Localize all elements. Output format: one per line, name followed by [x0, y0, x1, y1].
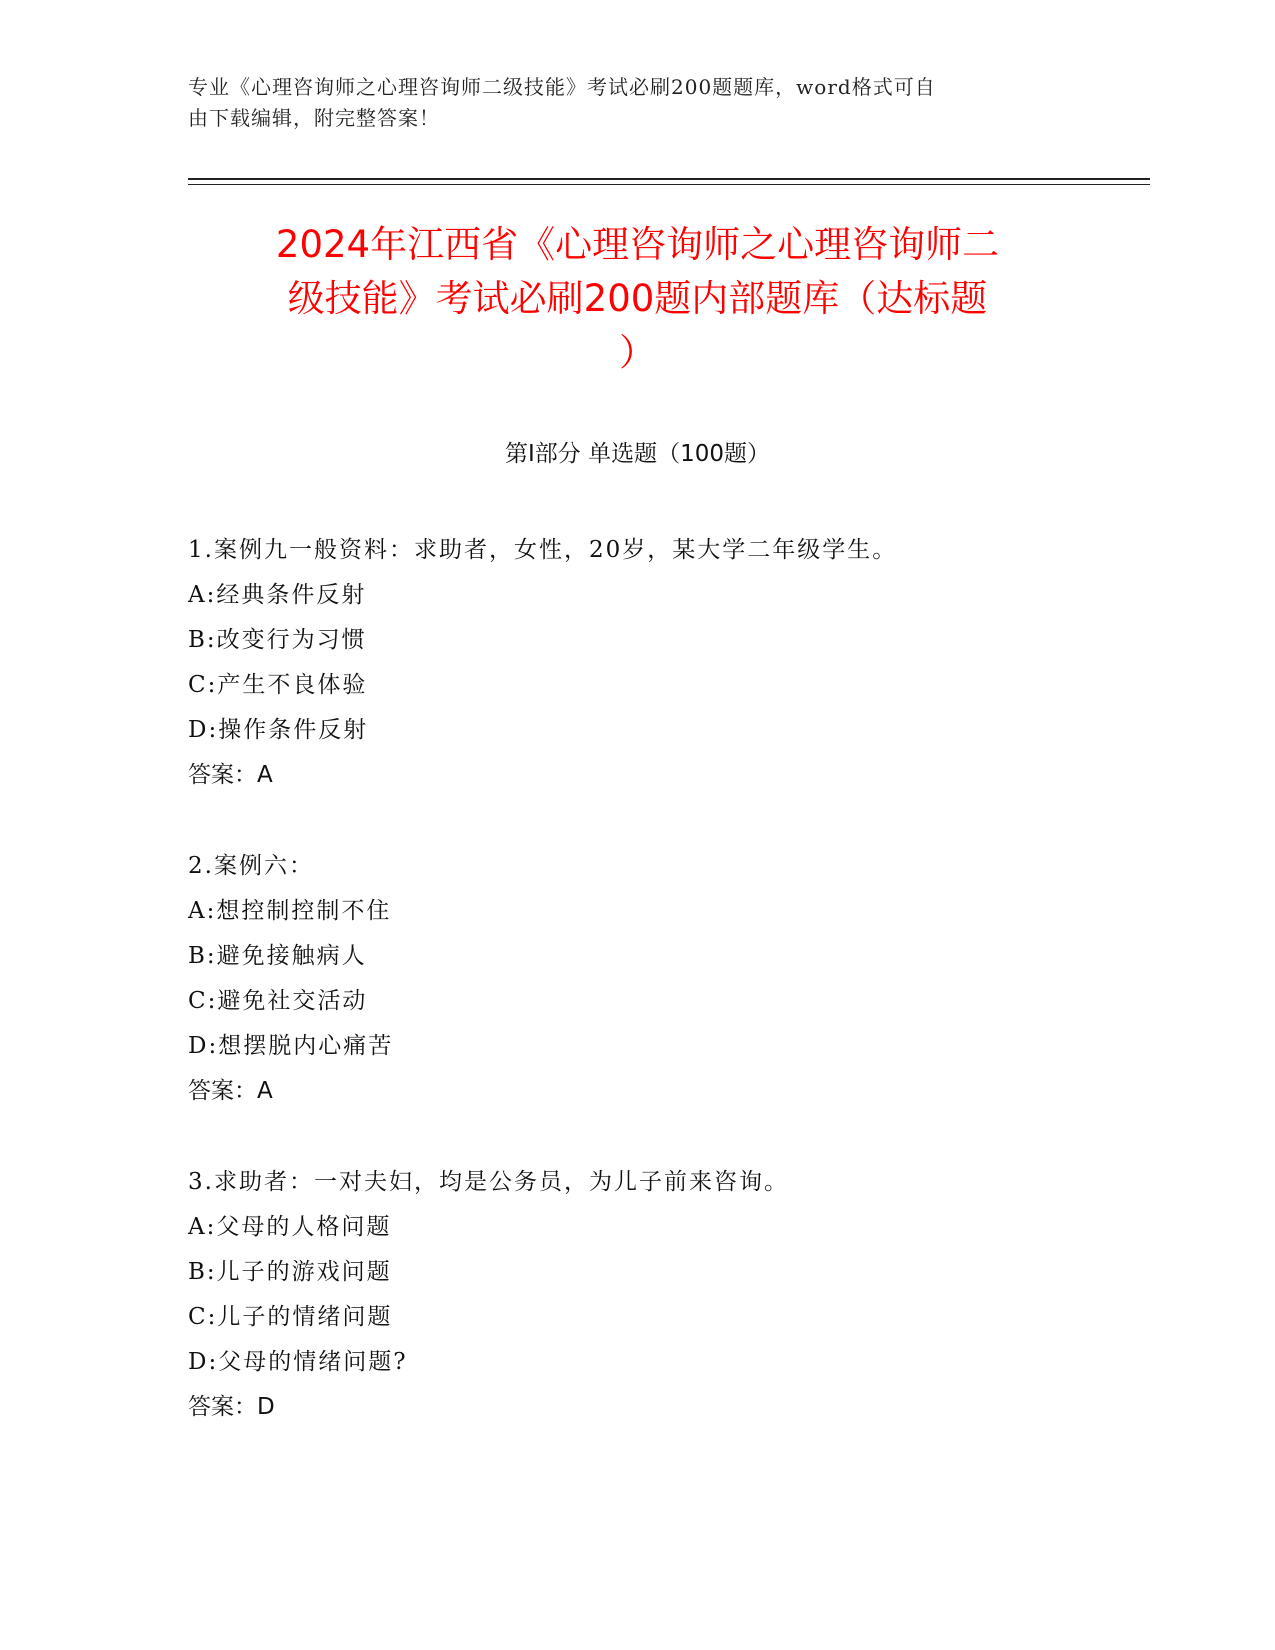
document-title	[160, 218, 1115, 380]
option-a: A:经典条件反射	[188, 582, 367, 608]
option-a: A:父母的人格问题	[188, 1214, 392, 1240]
document-title-line-3: ）	[619, 331, 656, 374]
header-rule-thin	[188, 184, 1150, 185]
question-stem: 1.案例九一般资料：求助者，女性，20岁，某大学二年级学生。	[188, 537, 898, 563]
question-1	[188, 528, 1088, 798]
question-stem: 3.求助者：一对夫妇，均是公务员，为儿子前来咨询。	[188, 1169, 789, 1195]
option-d: D:父母的情绪问题?	[188, 1349, 408, 1375]
header-note	[188, 72, 1068, 134]
header-note-line-2: 由下载编辑，附完整答案！	[188, 106, 440, 130]
option-d: D:操作条件反射	[188, 717, 369, 743]
answer: 答案：A	[188, 1078, 273, 1104]
question-2	[188, 844, 1088, 1114]
option-b: B:改变行为习惯	[188, 627, 367, 653]
section-title: 第Ⅰ部分 单选题（100题）	[505, 441, 770, 467]
answer: 答案：D	[188, 1394, 275, 1420]
option-b: B:避免接触病人	[188, 943, 367, 969]
question-3	[188, 1160, 1088, 1430]
document-title-line-2: 级技能》考试必刷200题内部题库（达标题	[287, 277, 988, 320]
header-note-line-1: 专业《心理咨询师之心理咨询师二级技能》考试必刷200题题库，word格式可自	[188, 75, 936, 99]
question-list	[188, 528, 1088, 1476]
option-a: A:想控制控制不住	[188, 898, 392, 924]
option-c: C:儿子的情绪问题	[188, 1304, 393, 1330]
option-b: B:儿子的游戏问题	[188, 1259, 392, 1285]
option-c: C:产生不良体验	[188, 672, 368, 698]
document-title-line-1: 2024年江西省《心理咨询师之心理咨询师二	[275, 223, 1000, 266]
header-rule-thick	[188, 178, 1150, 180]
question-stem: 2.案例六：	[188, 853, 314, 879]
option-c: C:避免社交活动	[188, 988, 368, 1014]
answer: 答案：A	[188, 762, 273, 788]
option-d: D:想摆脱内心痛苦	[188, 1033, 394, 1059]
